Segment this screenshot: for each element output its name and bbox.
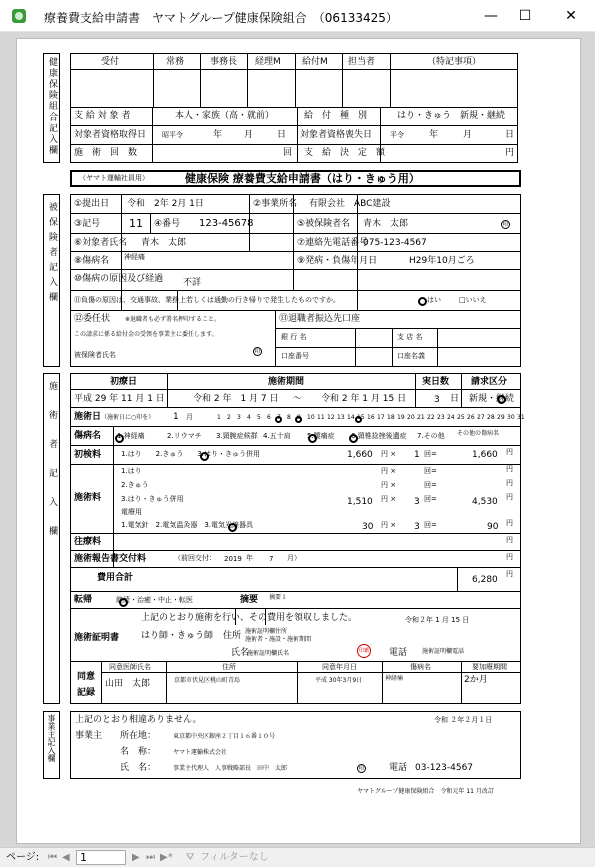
elec-circle-3 [228,523,237,532]
cert-text: 上記のとおり施術を行い、その費用を領収しました。 [141,613,358,623]
patient-value: 青木 太郎 [141,238,187,248]
disease-circle-1 [115,434,124,443]
treatment-day-24: 24 [447,414,455,421]
form-footer: ヤマトグループ健康保険組合 令和元年 11 月改訂 [357,788,494,795]
treatment-day-29: 29 [497,414,505,421]
treatment-day-1: 1 [217,414,221,421]
side-label-insured-text: 被保険者記入欄 [47,202,57,307]
treatment-day-circle [295,416,302,423]
treat-count-label: 施 術 回 数 [74,148,138,158]
outcome-continue-circle [119,598,128,607]
summary-value: 摘要１ [269,594,288,601]
employer-rep: 事業主代理人 人事戦略部長 田中 太郎 [173,765,288,772]
insured-seal-mark: 印 [502,221,509,228]
treatment-day-18: 18 [387,414,395,421]
status-bar [0,847,595,867]
treatment-day-19: 19 [397,414,405,421]
benefit-type-value: はり・きゅう 新規・継続 [397,111,506,121]
banner-sub: （ヤマト運輸社員用） [79,174,149,182]
treatment-day-28: 28 [487,414,495,421]
treatment-day-16: 16 [367,414,375,421]
first-date-label: 初療日 [110,377,138,387]
submit-label: ①提出日 [74,199,110,209]
side-label-practitioner-text: 施術者記入欄 [47,381,57,555]
category-label: 請求区分 [471,377,508,387]
disease-label: ⑧傷病名 [74,256,110,266]
benefit-type-label: 給 付 種 別 [304,111,368,121]
consent-date: 平成 30年3月9日 [315,677,363,684]
banner-main: 健康保険 療養費支給申請書（はり・きゅう用） [185,172,420,185]
qual-acquire-era: 昭平令 [162,131,183,139]
symbol-label: ③記号 [74,219,101,229]
insured-sign-label: 被保険者氏名 [74,351,116,359]
target-value: 本人・家族（高・就前） [175,111,275,121]
symbol-value: 11 [129,217,143,230]
delegate-text: この請求に係る給付金の受領を事業主に委任します。 [74,331,218,338]
maximize-button[interactable]: ☐ [518,8,532,24]
treatment-day-12: 12 [327,414,335,421]
disease-circle-6 [349,434,358,443]
first-page-icon[interactable]: ⏮ [48,852,57,863]
page-number-input[interactable]: 1 [76,850,126,865]
treatment-label: 施術料 [74,493,102,503]
office-value: 有限会社 ABC建設 [309,199,391,209]
treatment-day-3: 3 [237,414,241,421]
cert-name: 施術証明欄氏名 [247,650,290,657]
page-label: ページ: [6,852,40,863]
cause-label: ⑩傷病の原因及び経過 [74,274,164,284]
treatment-day-21: 21 [417,414,425,421]
consent-doctor: 山田 太郎 [105,679,151,689]
new-record-icon[interactable]: ▶* [160,852,173,863]
phone-label: ⑦連絡先電話番号 [297,238,369,248]
onset-value: H29年10月ごろ [409,256,475,266]
treatment-day-27: 27 [477,414,485,421]
qual-acquire-label: 対象者資格取得日 [74,130,147,140]
cert-phone: 施術証明欄電話 [422,648,465,655]
treatment-day-5: 5 [257,414,261,421]
initial-circle-3 [200,452,209,461]
treatment-day-25: 25 [457,414,465,421]
insured-name-value: 青木 太郎 [363,219,409,229]
treatment-day-13: 13 [337,414,345,421]
treatment-day-9: 9 [297,414,301,421]
header-accounting: 経理M [255,57,281,67]
side-label-association-text: 健康保険組合記入欄 [47,57,57,156]
category-value: 新規・継続 [469,394,515,404]
employer-address: 東京都中央区銀座２丁目１６番１０号 [173,733,276,740]
header-office-chief: 事務長 [210,57,238,67]
header-special-notes: （特記事項） [427,57,482,67]
pay-amount-label: 支 給 決 定 額 [304,148,386,158]
side-label-employer-text: 事業主記入欄 [47,714,56,762]
treatment-day-20: 20 [407,414,415,421]
form-page: 健康保険組合記入欄 受付 常務 事務長 経理M 給付M 担当者 （特記事項） 支 給 対 象 者 本人・家族（高・就前） 給 付 種 別 はり・きゅう 新規・継続 対象者資格取得日 昭平令 年 月 日 対象者資格喪失日 平令 年 月 日 施 術 回 数 回 支 給 決 定 額 円 （ヤマト運輸社員用） 健康保険 療養費支給申請書（はり・きゅう用） 被保険者記入欄 ①提出日 令和 2年 2月 1日 ②事業所名 有限会社 ABC建設 ③記号 11 ④番号 123-45678 ⑤被保険者名 青木 太郎 印 ⑥対象者氏名 青木 太郎 ⑦連絡先電話番号 075-123-4567 ⑧傷病名 神経痛 ⑨発病・負傷年月日 H29年10月ごろ ⑩傷病の原因及び経過 不詳 ⑪負傷の原因は、交通事故、業務上若しくは通勤の行き帰りで発生したものですか。 はい □いいえ ⑫委任状 ※退職者も必ず署名押印すること。 この請求に係る給付金の受領を事業主に委任します。 被保険者氏名 印 ⑬退職者振込先口座 銀 行 名 支 店 名 口座番号 口座名義 施術者記入欄 初療日 施術期間 実日数 請求区分 平成 29 年 11 月 1 日 令和 2 年 1 月 7 日 〜 令和 2 年 1 月 15 日 3 日 新規・継続 施術日 （施術日に○印を） 1 月 1 2 3 4 5 6 7 8 9 10 11 12 13 14 15 16 17 18 19 20 21 22 23 24 25 26 27 28 29 30 31 傷病名 1.神経痛 2.リウマチ 3.頸腕症候群 4.五十肩 5.腰痛症 6.頸椎捻挫後遺症 7.その他 その他の傷病名 初検料 1.はり 2.きゅう 3.はり・きゅう併用 1,660 円 × 1 回= 1,660 円 施術料 1.はり 2.きゅう 3.はり・きゅう併用 電療用 1.電気針 2.電気温灸器 3.電気光線器具 円 × 回= 円 円 × 回= 円 1,510 円 × 3 回= 4,530 円 30 円 × 3 回= 90 円 往療料 円 施術報告書交付料 （前回交付： 2019 年 7 月） 円 費用合計 6,280 円 転帰 継続・治癒・中止・転医 摘要 摘要１ 施術証明書 上記のとおり施術を行い、その費用を領収しました。 令和２年 1 月 15 日 はり師・きゅう師 住所 施術証明欄住所 施術者・施設・施術期間 氏名 施術証明欄氏名 印鑑 電話 施術証明欄電話 同意記録 同意医師氏名 住所 同意年月日 傷病名 要加療期間 山田 太郎 京都市伏見区桃山町青島 平成 30年3月9日 神経痛 2か月 事業主記入欄 上記のとおり相違ありません。 令和 ２年２月１日 事業主 所在地： 東京都中央区銀座２丁目１６番１０号 名 称： ヤマト運輸株式会社 氏 名： 事業主代理人 人事戦略部長 田中 太郎 印 電話 03-123-4567 ヤマトグループ健康保険組合 令和元年 11 月改訂 [16,38,581,844]
outcome-value: 継続・治癒・中止・転医 [116,596,193,604]
cert-date: 令和２年 1 月 15 日 [405,616,470,624]
days-label: 実日数 [422,377,450,387]
window-title: 療養費支給申請書 ヤマトグループ健康保険組合 （06133425） [44,11,398,25]
employer-date: 令和 ２年２月１日 [434,716,493,724]
commute-question: ⑪負傷の原因は、交通事故、業務上若しくは通勤の行き帰りで発生したものですか。 [74,296,340,304]
first-date-value: 平成 29 年 11 月 1 日 [74,394,165,404]
report-label: 施術報告書交付料 [74,554,147,564]
qual-lost-era: 平令 [390,131,404,139]
visit-label: 往療料 [74,537,102,547]
treatment-day-8: 8 [287,414,291,421]
outcome-label: 転帰 [74,595,93,605]
minimize-button[interactable]: — [484,8,498,24]
number-value: 123-45678 [199,218,254,229]
patient-label: ⑥対象者氏名 [74,238,128,248]
treatment-day-7: 7 [277,414,281,421]
treatment-day-4: 4 [247,414,251,421]
header-reception: 受付 [101,57,120,67]
title-bar [0,0,595,32]
close-button[interactable]: ✕ [565,8,577,24]
treat-month-value: 1 [173,412,179,422]
treatment-day-26: 26 [467,414,475,421]
treatment-day-14: 14 [347,414,355,421]
cert-label: 施術証明書 [74,633,120,643]
initial-label: 初検料 [74,450,102,460]
yes-option: はい [427,296,441,304]
retiree-label: ⑬退職者振込先口座 [279,314,361,324]
no-option: □いいえ [459,296,487,304]
phone-value: 075-123-4567 [363,238,427,248]
treatment-day-23: 23 [437,414,445,421]
header-executive: 常務 [166,57,185,67]
delegate-seal-mark: 印 [254,348,261,355]
insured-name-label: ⑤被保険者名 [297,219,351,229]
number-label: ④番号 [154,219,181,229]
employer-name: ヤマト運輸株式会社 [173,749,228,756]
cert-address: 施術証明欄住所 [245,628,288,635]
continue-selected-circle [497,395,506,404]
treatment-day-circle [355,416,362,423]
practitioner-stamp: 印鑑 [357,644,371,658]
delegate-label: ⑫委任状 [74,314,111,324]
app-icon [12,9,26,23]
treatment-day-6: 6 [267,414,271,421]
onset-label: ⑨発病・負傷年月日 [297,256,378,266]
disease-circle-5 [308,434,317,443]
period-to: 令和 2 年 1 月 15 日 [321,394,407,404]
consent-address: 京都市伏見区桃山町青島 [174,677,241,684]
treatment-day-10: 10 [307,414,315,421]
office-label: ②事業所名 [253,199,298,209]
total-label: 費用合計 [97,573,134,583]
report-canvas [0,32,595,847]
next-page-icon[interactable]: ▶ [132,852,140,863]
period-from: 令和 2 年 1 月 7 日 [193,394,279,404]
consent-disease: 神経痛 [385,675,404,682]
qual-lost-label: 対象者資格喪失日 [300,130,373,140]
treatment-day-2: 2 [227,414,231,421]
submit-value: 令和 2年 2月 1日 [127,199,204,209]
disease-value: 神経痛 [124,253,145,261]
prev-page-icon[interactable]: ◀ [62,852,70,863]
filter-status[interactable]: フィルターなし [200,852,269,863]
cause-value: 不詳 [183,278,202,288]
treatment-day-15: 15 [357,414,365,421]
treatment-day-11: 11 [317,414,325,421]
yes-selected-circle [418,297,427,306]
treatment-day-22: 22 [427,414,435,421]
summary-label: 摘要 [240,595,259,605]
employer-seal-mark: 印 [358,765,365,772]
treat-day-label: 施術日 [74,412,102,422]
treatment-day-circle [275,416,282,423]
last-page-icon[interactable]: ⏭ [146,852,155,863]
delegate-note: ※退職者も必ず署名押印すること。 [125,316,221,323]
employer-phone: 03-123-4567 [415,763,474,773]
period-label: 施術期間 [268,377,305,387]
employer-text: 上記のとおり相違ありません。 [75,715,202,725]
header-benefits: 給付M [302,57,328,67]
treatment-day-30: 30 [507,414,515,421]
filter-icon[interactable]: ⛛ [186,852,195,863]
treatment-day-17: 17 [377,414,385,421]
consent-row-label: 同意記録 [77,672,96,698]
disease-row-label: 傷病名 [74,431,102,441]
target-label: 支 給 対 象 者 [74,111,131,121]
total-value: 6,280 [472,575,498,585]
days-value: 3 [434,395,440,405]
header-staff: 担当者 [348,57,376,67]
treatment-day-31: 31 [517,414,525,421]
consent-period: 2か月 [464,675,488,685]
